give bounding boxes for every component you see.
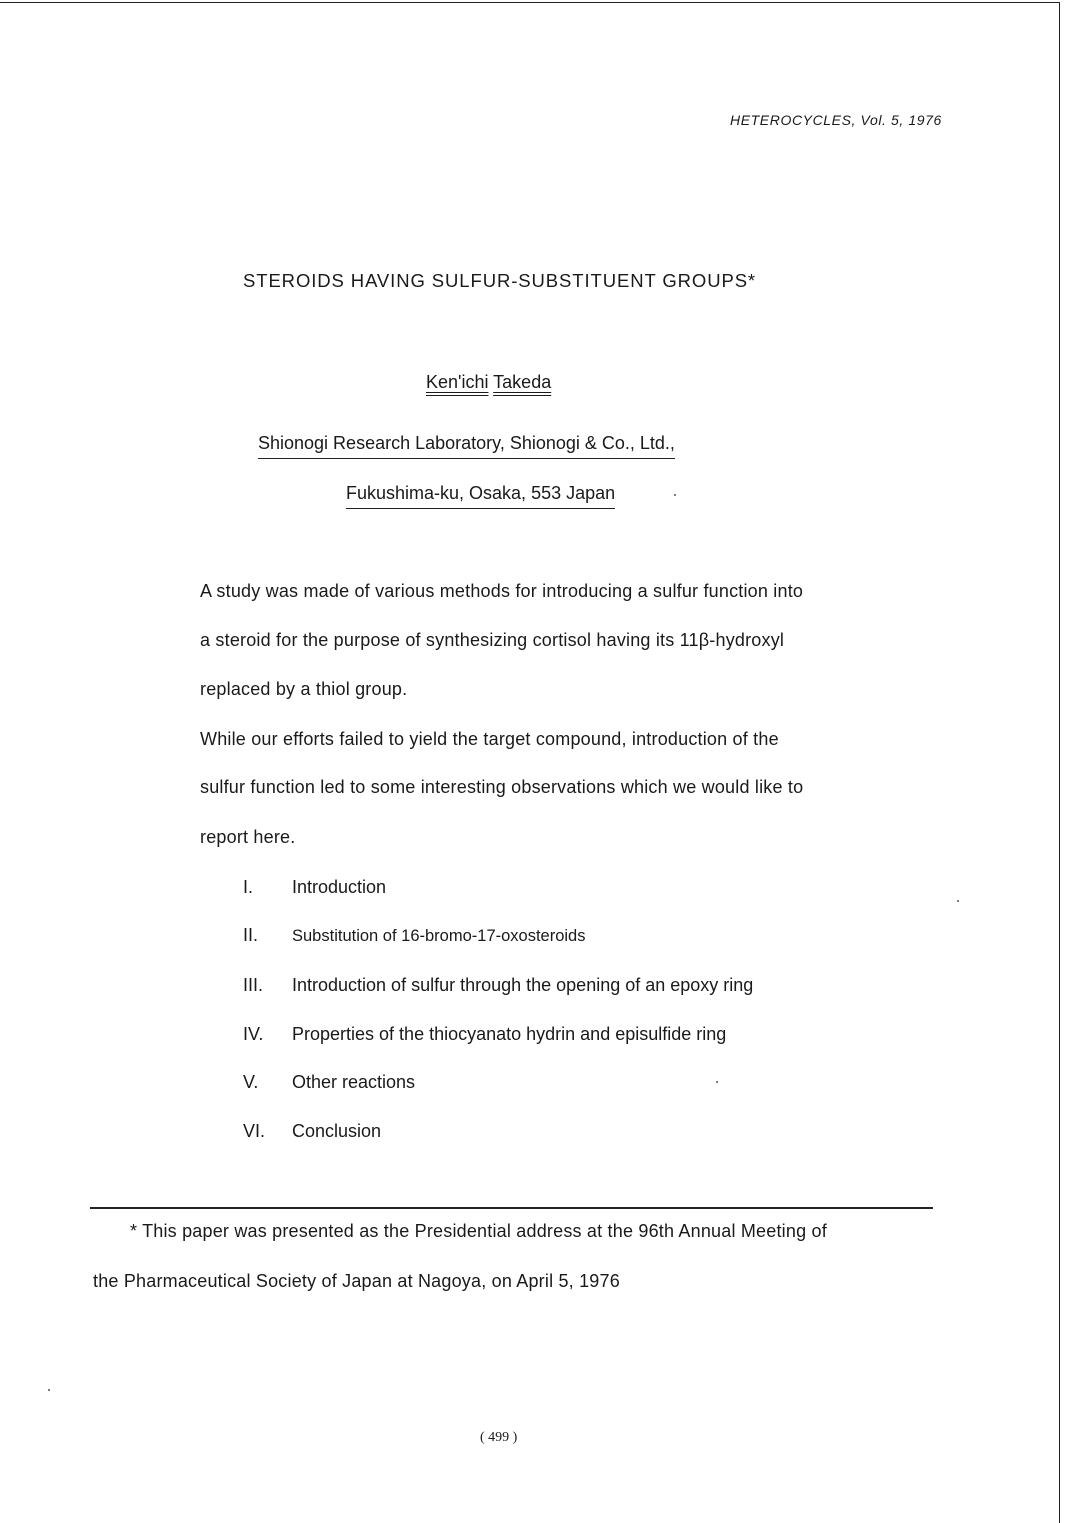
- footnote-line-2: the Pharmaceutical Society of Japan at Nagoya, on April 5, 1976: [93, 1271, 620, 1291]
- paper-title: STEROIDS HAVING SULFUR-SUBSTITUENT GROUPS*: [243, 270, 757, 291]
- scan-speck: [48, 1389, 50, 1391]
- scan-speck: [957, 900, 959, 902]
- abstract-line: A study was made of various methods for introducing a sulfur function into: [200, 581, 804, 601]
- toc-item-label: Other reactions: [292, 1072, 416, 1092]
- right-border-rule: [1059, 2, 1060, 1523]
- top-border-rule: [0, 2, 1060, 3]
- toc-item-label: Introduction: [292, 877, 387, 897]
- toc-item-label: Substitution of 16-bromo-17-oxosteroids: [292, 927, 586, 945]
- toc-item-number: IV.: [243, 1024, 264, 1044]
- footnote-line-1: * This paper was presented as the Presidential address at the 96th Annual Meeting of: [130, 1221, 827, 1241]
- toc-item-number: II.: [243, 925, 259, 945]
- journal-header: HETEROCYCLES, Vol. 5, 1976: [730, 112, 942, 128]
- toc-item-label: Introduction of sulfur through the opening of an epoxy ring: [292, 975, 754, 995]
- abstract-line: replaced by a thiol group.: [200, 679, 408, 699]
- toc-item-number: VI.: [243, 1121, 266, 1141]
- affiliation-line-2: Fukushima-ku, Osaka, 553 Japan: [346, 483, 615, 509]
- toc-item-number: V.: [243, 1072, 259, 1092]
- author-first-name: Ken'ichi: [426, 372, 489, 392]
- author-name: [426, 372, 551, 393]
- footnote-separator: [90, 1207, 933, 1209]
- abstract-line: sulfur function led to some interesting observations which we would like to: [200, 777, 804, 797]
- affiliation-line-1: Shionogi Research Laboratory, Shionogi & Co., Ltd.,: [258, 433, 675, 459]
- abstract-line: While our efforts failed to yield the target compound, introduction of the: [200, 729, 779, 749]
- toc-item-label: Properties of the thiocyanato hydrin and episulfide ring: [292, 1024, 727, 1044]
- scan-speck: [674, 494, 676, 496]
- author-last-name: Takeda: [493, 372, 552, 392]
- scan-speck: [716, 1081, 718, 1083]
- abstract-line: report here.: [200, 827, 296, 847]
- page-number: ( 499 ): [480, 1430, 518, 1445]
- toc-item-number: III.: [243, 975, 264, 995]
- abstract-line: a steroid for the purpose of synthesizing cortisol having its 11β-hydroxyl: [200, 630, 785, 650]
- toc-item-number: I.: [243, 877, 254, 897]
- toc-item-label: Conclusion: [292, 1121, 382, 1141]
